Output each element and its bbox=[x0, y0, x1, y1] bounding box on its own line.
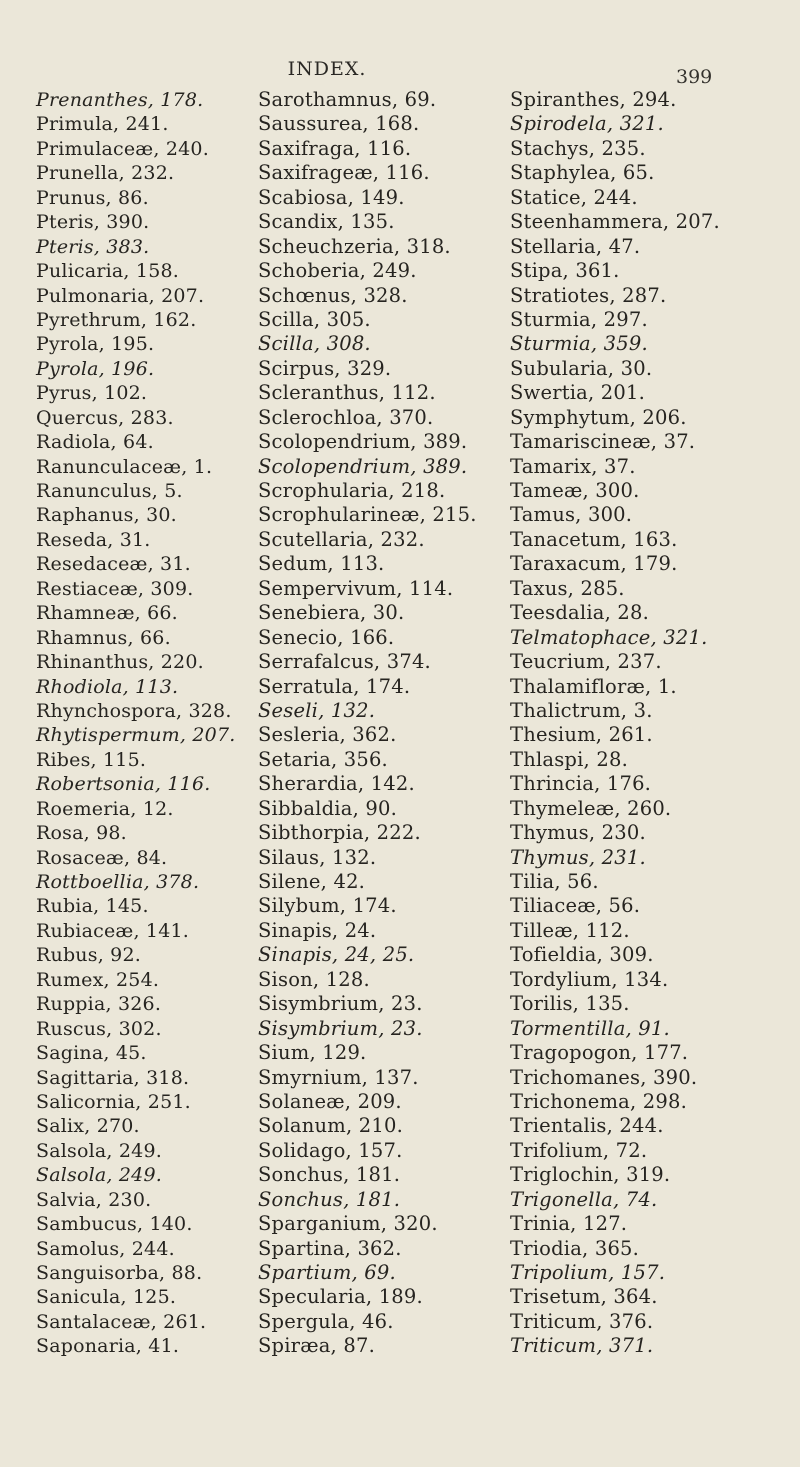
index-entry: Rubia, 145. bbox=[36, 895, 149, 918]
index-entry: Seseli, 132. bbox=[258, 698, 376, 722]
index-entry: Tiliaceæ, 56. bbox=[510, 894, 641, 918]
index-entry: Rubiaceæ, 141. bbox=[36, 919, 190, 942]
index-entry: Serratula, 174. bbox=[258, 674, 411, 698]
index-entry: Telmatophace, 321. bbox=[510, 625, 708, 649]
index-entry: Scabiosa, 149. bbox=[258, 185, 405, 209]
index-entry: Tanacetum, 163. bbox=[510, 527, 678, 551]
index-entry: Pyrola, 196. bbox=[36, 357, 155, 380]
index-entry: Silaus, 132. bbox=[258, 845, 377, 869]
index-entry: Sambucus, 140. bbox=[36, 1213, 193, 1236]
index-entry: Sison, 128. bbox=[258, 967, 370, 991]
index-entry: Sanicula, 125. bbox=[36, 1286, 177, 1309]
index-entry: Pulmonaria, 207. bbox=[36, 284, 205, 307]
index-entry: Spergula, 46. bbox=[258, 1309, 394, 1333]
index-entry: Raphanus, 30. bbox=[36, 504, 177, 527]
index-entry: Tripolium, 157. bbox=[510, 1261, 666, 1284]
index-entry: Pyrola, 195. bbox=[36, 333, 155, 356]
index-entry: Trigonella, 74. bbox=[510, 1187, 658, 1211]
index-entry: Tofieldia, 309. bbox=[510, 943, 654, 967]
index-entry: Sparganium, 320. bbox=[258, 1212, 438, 1236]
index-entry: Tamus, 300. bbox=[510, 503, 633, 527]
index-column-3 bbox=[510, 88, 800, 1359]
index-entry: Reseda, 31. bbox=[36, 528, 151, 551]
index-entry: Sclerochloa, 370. bbox=[258, 405, 434, 429]
index-column-1 bbox=[36, 88, 268, 1359]
index-entry: Scutellaria, 232. bbox=[258, 527, 425, 551]
index-entry: Rhamnus, 66. bbox=[36, 626, 171, 649]
index-entry: Salsola, 249. bbox=[36, 1139, 162, 1162]
index-entry: Sibthorpia, 222. bbox=[258, 821, 421, 845]
index-entry: Silene, 42. bbox=[258, 870, 366, 893]
index-entry: Scolopendrium, 389. bbox=[258, 430, 468, 454]
index-entry: Trisetum, 364. bbox=[510, 1285, 658, 1309]
index-entry: Taraxacum, 179. bbox=[510, 552, 678, 576]
index-entry: Sinapis, 24, 25. bbox=[258, 943, 415, 967]
index-entry: Santalaceæ, 261. bbox=[36, 1310, 207, 1333]
index-entry: Rubus, 92. bbox=[36, 944, 141, 967]
index-entry: Teesdalia, 28. bbox=[510, 601, 649, 625]
index-entry: Ranunculus, 5. bbox=[36, 480, 183, 502]
index-entry: Roemeria, 12. bbox=[36, 797, 174, 820]
index-entry: Spirodela, 321. bbox=[510, 112, 664, 136]
index-entry: Scilla, 305. bbox=[258, 307, 371, 331]
index-entry: Thalamifloræ, 1. bbox=[510, 674, 677, 698]
index-entry: Sium, 129. bbox=[258, 1041, 367, 1065]
index-entry: Silybum, 174. bbox=[258, 894, 397, 918]
index-entry: Spiræa, 87. bbox=[258, 1334, 375, 1358]
index-entry: Thymeleæ, 260. bbox=[510, 796, 672, 820]
index-entry: Rottboellia, 378. bbox=[36, 871, 200, 893]
index-entry: Pyrus, 102. bbox=[36, 382, 148, 405]
index-entry: Steenhammera, 207. bbox=[510, 210, 720, 234]
index-entry: Ruppia, 326. bbox=[36, 993, 162, 1016]
index-entry: Sagina, 45. bbox=[36, 1042, 147, 1065]
index-entry: Rhytispermum, 207. bbox=[36, 724, 236, 747]
index-entry: Samolus, 244. bbox=[36, 1237, 175, 1260]
index-entry: Sanguisorba, 88. bbox=[36, 1262, 203, 1284]
index-entry: Resedaceæ, 31. bbox=[36, 553, 191, 576]
index-entry: Thymus, 230. bbox=[510, 821, 646, 845]
index-entry: Pteris, 390. bbox=[36, 211, 150, 234]
index-entry: Trinia, 127. bbox=[510, 1212, 628, 1236]
index-entry: Tameæ, 300. bbox=[510, 479, 640, 502]
index-entry: Rhinanthus, 220. bbox=[36, 651, 204, 674]
index-entry: Trichomanes, 390. bbox=[510, 1065, 698, 1089]
index-entry: Thrincia, 176. bbox=[510, 772, 652, 796]
index-entry: Sonchus, 181. bbox=[258, 1163, 401, 1187]
index-entry: Pteris, 383. bbox=[36, 235, 150, 258]
index-entry: Tragopogon, 177. bbox=[510, 1041, 689, 1065]
index-entry: Sesleria, 362. bbox=[258, 723, 397, 747]
index-entry: Teucrium, 237. bbox=[510, 650, 662, 674]
page-number: 399 bbox=[676, 66, 713, 88]
index-entry: Scrophularineæ, 215. bbox=[258, 503, 477, 527]
index-entry: Rhodiola, 113. bbox=[36, 675, 179, 698]
index-entry: Thalictrum, 3. bbox=[510, 698, 653, 722]
index-entry: Restiaceæ, 309. bbox=[36, 577, 194, 600]
index-entry: Stellaria, 47. bbox=[510, 234, 641, 258]
index-entry: Pulicaria, 158. bbox=[36, 260, 180, 283]
index-entry: Solidago, 157. bbox=[258, 1138, 403, 1162]
index-entry: Primula, 241. bbox=[36, 113, 169, 136]
index-entry: Ribes, 115. bbox=[36, 748, 147, 771]
index-entry: Sarothamnus, 69. bbox=[258, 88, 437, 111]
index-entry: Statice, 244. bbox=[510, 185, 638, 209]
index-entry: Ruscus, 302. bbox=[36, 1017, 162, 1040]
index-entry: Scrophularia, 218. bbox=[258, 479, 446, 502]
index-entry: Sherardia, 142. bbox=[258, 772, 415, 796]
index-entry: Tilia, 56. bbox=[510, 870, 599, 893]
index-entry: Ranunculaceæ, 1. bbox=[36, 455, 213, 478]
index-entry: Tormentilla, 91. bbox=[510, 1016, 670, 1040]
index-entry: Sonchus, 181. bbox=[258, 1187, 401, 1211]
index-entry: Scandix, 135. bbox=[258, 210, 395, 234]
index-entry: Serrafalcus, 374. bbox=[258, 650, 431, 674]
page-title: INDEX. bbox=[287, 58, 367, 80]
index-entry: Saxifraga, 116. bbox=[258, 136, 412, 160]
index-entry: Thesium, 261. bbox=[510, 723, 653, 747]
index-entry: Sisymbrium, 23. bbox=[258, 1016, 423, 1040]
index-entry: Saussurea, 168. bbox=[258, 112, 420, 136]
index-entry: Sturmia, 359. bbox=[510, 332, 648, 356]
index-entry: Sturmia, 297. bbox=[510, 307, 648, 331]
index-column-2 bbox=[258, 88, 506, 1359]
index-entry: Solaneæ, 209. bbox=[258, 1089, 402, 1113]
index-entry: Rosaceæ, 84. bbox=[36, 846, 168, 869]
index-entry: Quercus, 283. bbox=[36, 406, 174, 429]
index-entry: Scheuchzeria, 318. bbox=[258, 234, 451, 258]
index-entry: Triodia, 365. bbox=[510, 1236, 640, 1260]
index-entry: Senecio, 166. bbox=[258, 625, 395, 649]
index-entry: Rhamneæ, 66. bbox=[36, 602, 178, 625]
index-entry: Sinapis, 24. bbox=[258, 918, 377, 942]
index-entry: Torilis, 135. bbox=[510, 992, 630, 1016]
index-entry: Rumex, 254. bbox=[36, 968, 160, 991]
index-entry: Thymus, 231. bbox=[510, 845, 646, 869]
index-entry: Scleranthus, 112. bbox=[258, 381, 436, 405]
index-entry: Solanum, 210. bbox=[258, 1114, 403, 1138]
index-entry: Scolopendrium, 389. bbox=[258, 454, 468, 478]
index-entry: Sibbaldia, 90. bbox=[258, 796, 397, 820]
index-entry: Swertia, 201. bbox=[510, 381, 646, 405]
index-entry: Prunella, 232. bbox=[36, 162, 175, 185]
index-entry: Tamariscineæ, 37. bbox=[510, 430, 696, 454]
index-entry: Smyrnium, 137. bbox=[258, 1065, 419, 1089]
index-entry: Scilla, 308. bbox=[258, 332, 371, 356]
index-entry: Schoberia, 249. bbox=[258, 259, 417, 283]
index-entry: Pyrethrum, 162. bbox=[36, 308, 197, 331]
index-entry: Prunus, 86. bbox=[36, 186, 149, 209]
index-entry: Triticum, 371. bbox=[510, 1334, 654, 1358]
index-entry: Rosa, 98. bbox=[36, 822, 127, 845]
index-entry: Salicornia, 251. bbox=[36, 1090, 191, 1113]
index-entry: Salix, 270. bbox=[36, 1115, 140, 1138]
index-entry: Trientalis, 244. bbox=[510, 1114, 664, 1138]
index-entry: Triglochin, 319. bbox=[510, 1163, 671, 1187]
index-entry: Stipa, 361. bbox=[510, 259, 620, 283]
index-entry: Trichonema, 298. bbox=[510, 1089, 688, 1113]
index-entry: Stachys, 235. bbox=[510, 136, 646, 160]
index-entry: Senebiera, 30. bbox=[258, 601, 405, 625]
index-entry: Staphylea, 65. bbox=[510, 161, 655, 185]
index-entry: Rhynchospora, 328. bbox=[36, 699, 232, 722]
index-entry: Tamarix, 37. bbox=[510, 454, 636, 478]
index-entry: Tilleæ, 112. bbox=[510, 918, 630, 942]
index-entry: Spartium, 69. bbox=[258, 1261, 396, 1284]
index-entry: Tordylium, 134. bbox=[510, 967, 669, 991]
index-entry: Sempervivum, 114. bbox=[258, 576, 454, 600]
index-entry: Stratiotes, 287. bbox=[510, 283, 667, 307]
index-entry: Trifolium, 72. bbox=[510, 1138, 648, 1162]
index-entry: Salsola, 249. bbox=[36, 1164, 162, 1187]
index-entry: Spiranthes, 294. bbox=[510, 88, 677, 111]
index-entry: Specularia, 189. bbox=[258, 1285, 423, 1309]
index-entry: Salvia, 230. bbox=[36, 1188, 152, 1211]
index-entry: Sisymbrium, 23. bbox=[258, 992, 423, 1016]
index-entry: Thlaspi, 28. bbox=[510, 747, 628, 771]
index-entry: Scirpus, 329. bbox=[258, 356, 392, 380]
index-entry: Saxifrageæ, 116. bbox=[258, 161, 430, 185]
index-entry: Symphytum, 206. bbox=[510, 405, 687, 429]
index-entry: Schœnus, 328. bbox=[258, 283, 408, 307]
index-entry: Robertsonia, 116. bbox=[36, 773, 211, 796]
index-entry: Saponaria, 41. bbox=[36, 1335, 180, 1358]
index-entry: Spartina, 362. bbox=[258, 1236, 402, 1260]
index-entry: Sagittaria, 318. bbox=[36, 1066, 190, 1089]
index-entry: Subularia, 30. bbox=[510, 356, 653, 380]
index-entry: Triticum, 376. bbox=[510, 1309, 654, 1333]
index-entry: Prenanthes, 178. bbox=[36, 89, 204, 111]
index-entry: Taxus, 285. bbox=[510, 576, 625, 600]
index-entry: Setaria, 356. bbox=[258, 747, 388, 771]
index-entry: Primulaceæ, 240. bbox=[36, 137, 209, 160]
index-entry: Radiola, 64. bbox=[36, 431, 154, 454]
index-entry: Sedum, 113. bbox=[258, 552, 385, 576]
